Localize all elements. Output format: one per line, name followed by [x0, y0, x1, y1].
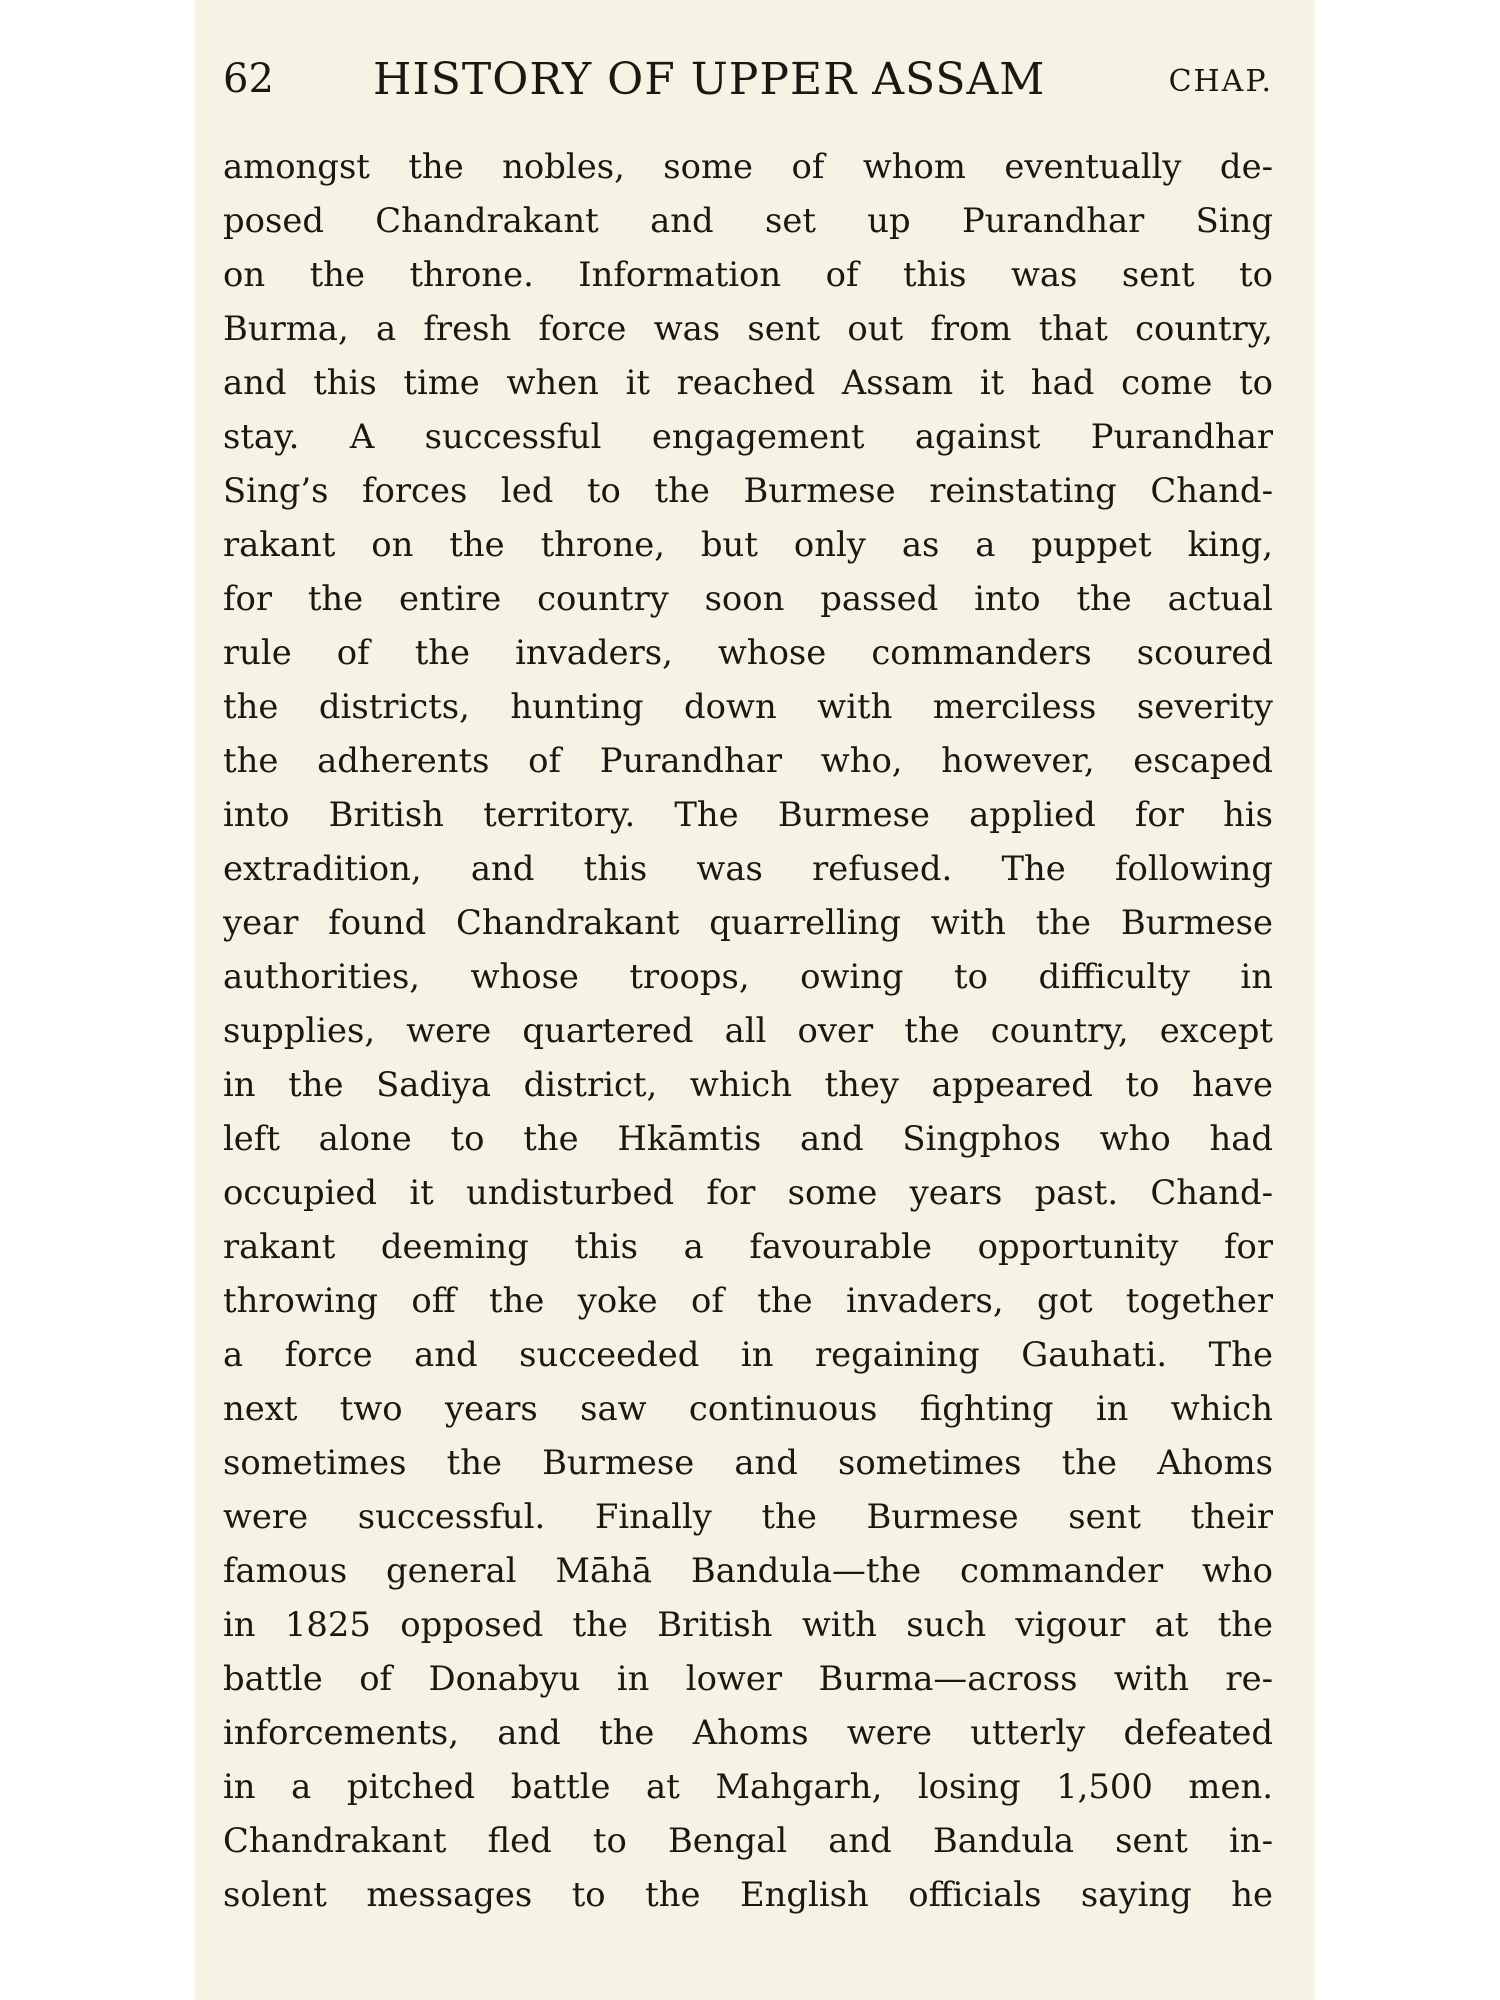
- text-line: a force and succeeded in regaining Gauhati. The: [223, 1335, 1273, 1374]
- text-line: rakant deeming this a favourable opportunity for: [223, 1227, 1273, 1266]
- text-line: posed Chandrakant and set up Purandhar Sing: [223, 201, 1273, 240]
- text-line: for the entire country soon passed into the actual: [223, 579, 1273, 618]
- text-line: the adherents of Purandhar who, however, escaped: [223, 741, 1273, 780]
- text-line: next two years saw continuous fighting in which: [223, 1389, 1273, 1428]
- running-title: HISTORY OF UPPER ASSAM: [373, 54, 1046, 105]
- text-line: rakant on the throne, but only as a puppet king,: [223, 525, 1273, 564]
- text-line: authorities, whose troops, owing to difficulty in: [223, 957, 1273, 996]
- running-header: [223, 50, 1273, 114]
- text-line: Burma, a fresh force was sent out from that country,: [223, 309, 1273, 348]
- text-line: in a pitched battle at Mahgarh, losing 1,500 men.: [223, 1767, 1273, 1806]
- text-line: year found Chandrakant quarrelling with the Burmese: [223, 903, 1273, 942]
- book-page: [195, 0, 1315, 2000]
- text-line: on the throne. Information of this was sent to: [223, 255, 1273, 294]
- text-line: solent messages to the English officials saying he: [223, 1875, 1273, 1914]
- text-line: sometimes the Burmese and sometimes the Ahoms: [223, 1443, 1273, 1482]
- text-line: rule of the invaders, whose commanders scoured: [223, 633, 1273, 672]
- text-line: inforcements, and the Ahoms were utterly defeated: [223, 1713, 1273, 1752]
- text-line: left alone to the Hkāmtis and Singphos who had: [223, 1119, 1273, 1158]
- page-number: 62: [223, 56, 274, 102]
- body-text: [223, 140, 1273, 1922]
- text-line: were successful. Finally the Burmese sent their: [223, 1497, 1273, 1536]
- text-line: Chandrakant fled to Bengal and Bandula sent in-: [223, 1821, 1273, 1860]
- text-line: in the Sadiya district, which they appeared to have: [223, 1065, 1273, 1104]
- text-line: Sing’s forces led to the Burmese reinstating Chand-: [223, 471, 1273, 510]
- text-line: supplies, were quartered all over the country, except: [223, 1011, 1273, 1050]
- text-line: amongst the nobles, some of whom eventually de-: [223, 147, 1273, 186]
- text-line: occupied it undisturbed for some years past. Chand-: [223, 1173, 1273, 1212]
- text-line: throwing off the yoke of the invaders, got together: [223, 1281, 1273, 1320]
- text-line: in 1825 opposed the British with such vigour at the: [223, 1605, 1273, 1644]
- text-line: and this time when it reached Assam it had come to: [223, 363, 1273, 402]
- text-line: into British territory. The Burmese applied for his: [223, 795, 1273, 834]
- chapter-label: CHAP.: [1168, 64, 1273, 99]
- text-line: famous general Māhā Bandula—the commander who: [223, 1551, 1273, 1590]
- text-line: the districts, hunting down with merciless severity: [223, 687, 1273, 726]
- text-line: battle of Donabyu in lower Burma—across with re-: [223, 1659, 1273, 1698]
- text-line: stay. A successful engagement against Purandhar: [223, 417, 1273, 456]
- text-line: extradition, and this was refused. The following: [223, 849, 1273, 888]
